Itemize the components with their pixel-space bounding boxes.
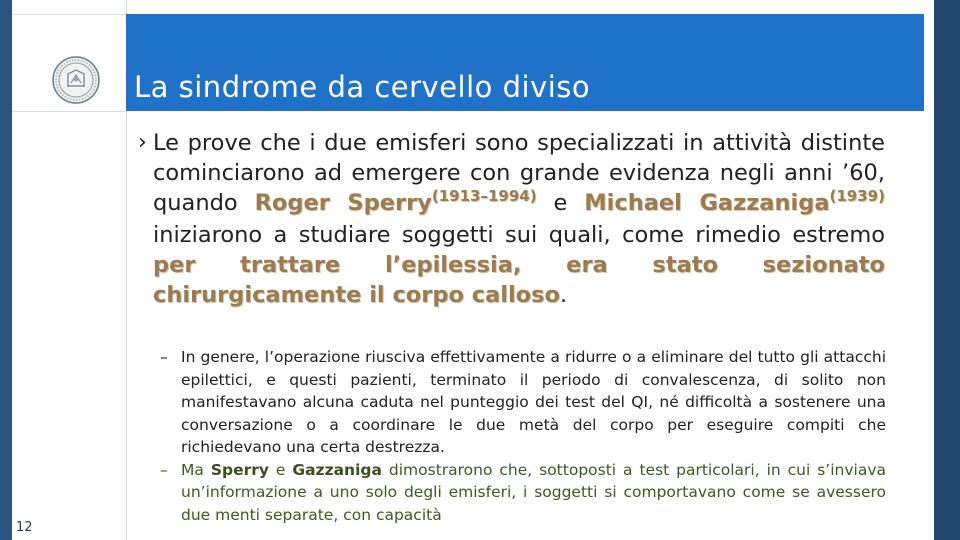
name-michael-gazzaniga: Michael Gazzaniga [584, 190, 830, 216]
sub-bullet-list [160, 346, 886, 526]
name-roger-sperry: Roger Sperry [254, 190, 432, 216]
main-bullet-text [153, 128, 885, 310]
sub-bullet-2-prefix: Ma [181, 460, 211, 479]
sperry-years: (1913–1994) [431, 187, 537, 205]
main-text-part1: Le prove che i due emisferi sono specializzati in attività distinte cominciarono ad emergere con grande evidenza negli anni ’60, quando [153, 130, 885, 216]
name-sperry: Sperry [210, 460, 269, 479]
name-gazzaniga: Gazzaniga [292, 460, 382, 479]
page-number: 12 [16, 520, 33, 535]
dash-marker: – [160, 460, 168, 479]
dash-marker: – [160, 348, 168, 366]
highlighted-phrase: per trattare l’epilessia, era stato sezionato chirurgicamente il corpo calloso [153, 252, 885, 308]
main-bullet [140, 128, 885, 310]
main-text-part3: iniziarono a studiare soggetti sui quali, come rimedio estremo [153, 222, 885, 248]
sub-bullet-2 [160, 459, 886, 527]
sub-bullet-2-text: dimostrarono che, sottoposti a test particolari, in cui s’inviava un’informazione a uno solo degli emisferi, i soggetti si comportavano come se avessero due menti separate, con capacità [181, 460, 886, 524]
sub-bullet-2-mid: e [268, 460, 293, 479]
gazzaniga-years: (1939) [829, 187, 885, 205]
slide-title: La sindrome da cervello diviso [134, 70, 591, 104]
main-text-part4: . [560, 282, 568, 308]
main-text-part2: e [536, 190, 585, 216]
sub-bullet-1 [160, 346, 886, 459]
bullet-marker: › [138, 130, 147, 155]
sub-bullet-1-text: In genere, l’operazione riusciva effettivamente a ridurre o a eliminare del tutto gli attacchi epilettici, e questi pazienti, terminato il periodo di convalescenza, di solito non manifestavano alcuna caduta nel punteggio dei test del QI, né difficoltà a sostenere una conversazione o a coordinare le due metà del corpo per eseguire compiti che richiedevano una certa destrezza. [181, 348, 886, 456]
